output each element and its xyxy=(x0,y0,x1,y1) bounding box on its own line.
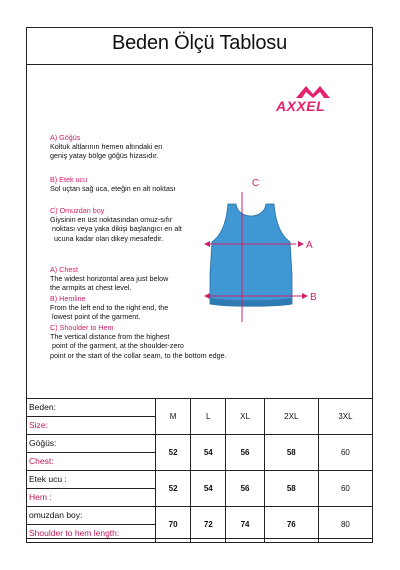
table-cell: 60 xyxy=(318,471,372,507)
desc-heading: B) Hemline xyxy=(50,294,86,303)
size-col-m: M xyxy=(156,399,191,435)
desc-line: From the left end to the right end, the xyxy=(50,303,169,313)
desc-line: Giysinin en üst noktasından omuz-sıfır xyxy=(50,215,173,225)
row-label xyxy=(27,399,156,435)
page-title: Beden Ölçü Tablosu xyxy=(111,32,288,54)
row-label xyxy=(27,507,156,543)
desc-heading: B) Etek ucu xyxy=(50,175,88,184)
desc-chest-tr xyxy=(50,133,162,161)
desc-heading: A) Chest xyxy=(50,265,78,274)
label-tr: omuzdan boy: xyxy=(27,507,155,525)
label-en: Hem : xyxy=(29,492,52,502)
label-en: Size: xyxy=(29,420,48,430)
desc-length-tr xyxy=(50,206,182,243)
chest-arrow-left xyxy=(204,241,210,247)
label-tr: Beden: xyxy=(27,399,155,417)
table-cell: 72 xyxy=(191,507,226,543)
row-label xyxy=(27,471,156,507)
label-en: Chest: xyxy=(29,456,54,466)
label-en: Shoulder to hem length: xyxy=(29,528,120,538)
label-a: A xyxy=(306,240,313,251)
chest-arrow-right xyxy=(298,241,304,247)
desc-line: Koltuk altlarının hemen altındaki en xyxy=(50,142,163,152)
title-divider xyxy=(26,64,373,65)
tank-top-shape xyxy=(210,204,292,306)
label-tr: Göğüs: xyxy=(27,435,155,453)
table-cell: 52 xyxy=(156,435,191,471)
table-cell: 58 xyxy=(264,471,318,507)
tank-top-diagram xyxy=(196,174,326,324)
desc-chest-en xyxy=(50,265,168,293)
label-c: C xyxy=(252,178,260,189)
desc-hem-en xyxy=(50,294,168,322)
desc-line: noktası veya yaka dikişi başlangıcı en alt xyxy=(50,224,182,234)
table-cell: 56 xyxy=(226,471,264,507)
brand-logo xyxy=(276,84,350,118)
row-label xyxy=(27,435,156,471)
desc-line: lowest point of the garment. xyxy=(50,312,141,322)
table-row-header xyxy=(27,399,373,435)
table-cell: 58 xyxy=(264,435,318,471)
desc-line: the armpits at chest level. xyxy=(50,283,132,293)
size-col-3xl: 3XL xyxy=(318,399,372,435)
table-row-chest xyxy=(27,435,373,471)
table-cell: 52 xyxy=(156,471,191,507)
desc-line: geniş yatay bölge göğüs hizasıdır. xyxy=(50,151,159,161)
logo-text: AXXEL xyxy=(276,98,326,114)
hem-arrow-right xyxy=(302,293,308,299)
table-cell: 60 xyxy=(318,435,372,471)
table-row-length xyxy=(27,507,373,543)
desc-hem-tr xyxy=(50,175,175,193)
size-col-l: L xyxy=(191,399,226,435)
label-b: B xyxy=(310,292,317,303)
desc-heading: C) Shoulder to Hem xyxy=(50,323,114,332)
desc-line: The vertical distance from the highest xyxy=(50,332,170,342)
desc-line: Sol uçtan sağ uca, eteğin en alt noktası xyxy=(50,184,176,194)
table-cell: 80 xyxy=(318,507,372,543)
table-cell: 54 xyxy=(191,471,226,507)
desc-line: point of the garment, at the shoulder-zero xyxy=(50,341,184,351)
desc-heading: A) Göğüs xyxy=(50,133,81,142)
table-cell: 74 xyxy=(226,507,264,543)
desc-line: ucuna kadar olan dikey mesafedir. xyxy=(50,233,164,243)
size-table xyxy=(26,398,373,543)
table-cell: 76 xyxy=(264,507,318,543)
table-cell: 54 xyxy=(191,435,226,471)
desc-length-en xyxy=(50,323,227,360)
size-col-xl: XL xyxy=(226,399,264,435)
hem-arrow-left xyxy=(204,293,210,299)
table-cell: 70 xyxy=(156,507,191,543)
label-tr: Etek ucu : xyxy=(27,471,155,489)
size-col-2xl: 2XL xyxy=(264,399,318,435)
table-row-hem xyxy=(27,471,373,507)
desc-line: point or the start of the collar seam, to the bottom edge. xyxy=(50,350,227,360)
desc-heading: C) Omuzdan boy xyxy=(50,206,105,215)
table-cell: 56 xyxy=(226,435,264,471)
desc-line: The widest horizontal area just below xyxy=(50,274,169,284)
